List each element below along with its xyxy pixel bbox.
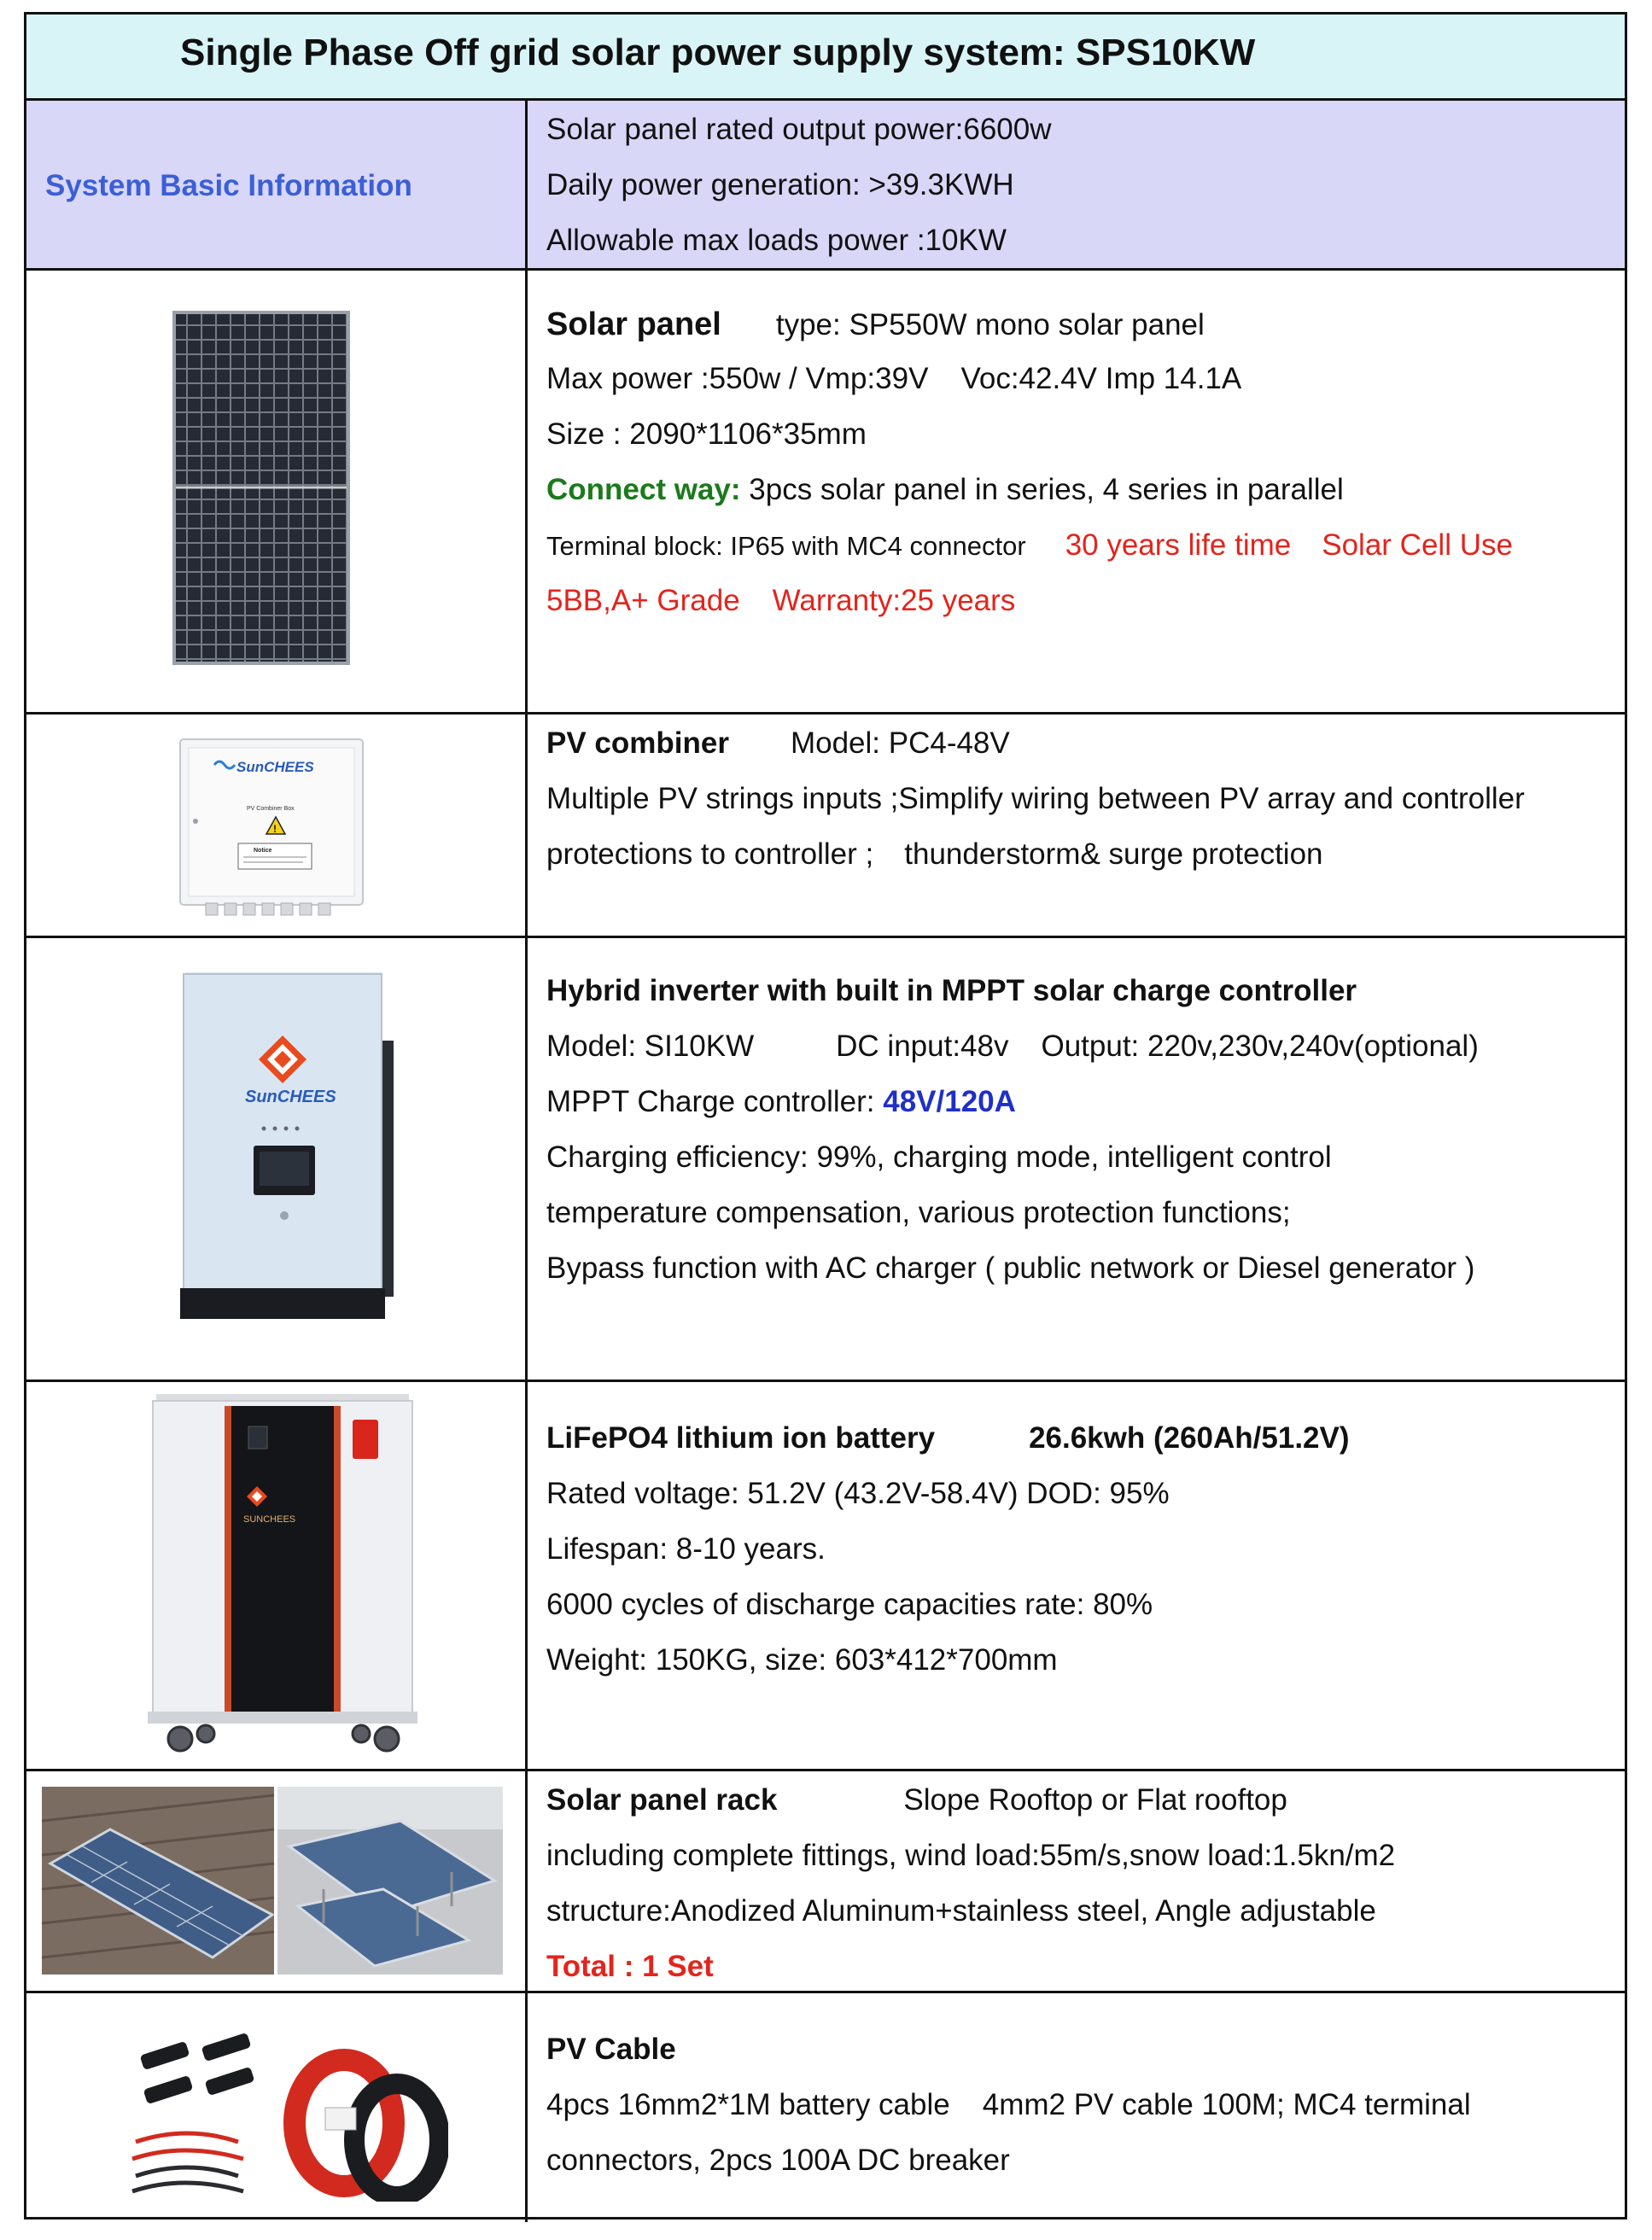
battery-cycles-text: 6000 cycles of discharge capacities rate: 80% (546, 1588, 1153, 1621)
solar-panel-max-power: Max power :550w / Vmp:39V (546, 362, 929, 395)
combiner-brand-text: SunCHEES (236, 759, 314, 775)
inverter-heading: Hybrid inverter with built in MPPT solar charge controller (546, 974, 1357, 1007)
life-time-text: 30 years life time (1065, 528, 1292, 562)
solar-cell-text: Solar Cell Use (1322, 528, 1513, 562)
battery-heading: LiFePO4 lithium ion battery (546, 1421, 936, 1455)
pv-combiner-image-cell (26, 715, 528, 936)
solar-panel-size: Size : 2090*1106*35mm (546, 417, 867, 451)
pv-combiner-image (177, 736, 370, 917)
solar-rack-image (42, 1787, 503, 1975)
connectors-text: connectors, 2pcs 100A DC breaker (546, 2144, 1010, 2177)
svg-text:!: ! (273, 823, 277, 835)
system-basic-info-row (26, 101, 1625, 271)
solar-panel-details (528, 271, 1625, 712)
solar-panel-row (26, 271, 1625, 715)
protections-text: protections to controller ; (546, 837, 874, 871)
cable-image-cell (26, 1993, 528, 2222)
hybrid-inverter-row (26, 938, 1625, 1382)
battery-heading-line (546, 1421, 1350, 1455)
combiner-box-label: PV Combiner Box (247, 806, 295, 812)
inverter-dc-input: DC input:48v (836, 1030, 1009, 1063)
pv-combiner-heading-line (546, 726, 1010, 761)
rack-heading: Solar panel rack (546, 1783, 778, 1817)
solar-panel-power-line (546, 362, 1241, 396)
system-basic-info-label: System Basic Information (45, 169, 412, 202)
solar-panel-voc: Voc:42.4V Imp 14.1A (960, 362, 1242, 395)
solar-rack-row (26, 1771, 1625, 1993)
battery-brand-text: SUNCHEES (243, 1514, 296, 1525)
grade-text: 5BB,A+ Grade (546, 584, 740, 617)
inverter-output: Output: 220v,230v,240v(optional) (1041, 1030, 1479, 1063)
pv-combiner-protection-line (546, 837, 1323, 872)
rack-details (528, 1771, 1625, 1991)
rack-image-cell (26, 1771, 528, 1991)
hybrid-inverter-image (155, 972, 411, 1334)
solar-panel-image (172, 311, 350, 665)
max-loads-text: Allowable max loads power :10KW (546, 224, 1007, 257)
mppt-line (546, 1085, 1016, 1119)
inverter-image-cell (26, 938, 528, 1380)
info-label-cell (26, 101, 528, 268)
pv-cable-image (115, 2031, 448, 2202)
cable-heading: PV Cable (546, 2033, 676, 2066)
battery-details (528, 1382, 1625, 1769)
solar-panel-connect-line (546, 473, 1344, 507)
battery-cable-text: 4pcs 16mm2*1M battery cable (546, 2088, 950, 2121)
solar-panel-heading-line (546, 306, 1205, 343)
charging-efficiency-text: Charging efficiency: 99%, charging mode, intelligent control (546, 1140, 1332, 1174)
pv-combiner-heading: PV combiner (546, 726, 729, 760)
solar-panel-image-cell (26, 271, 528, 712)
rack-fittings-text: including complete fittings, wind load:55m/s,snow load:1.5kn/m2 (546, 1839, 1396, 1872)
warranty-text: Warranty:25 years (772, 584, 1016, 617)
pv-combiner-details (528, 715, 1625, 936)
battery-voltage-text: Rated voltage: 51.2V (43.2V-58.4V) DOD: 95% (546, 1477, 1170, 1510)
rack-heading-line (546, 1783, 1287, 1817)
info-value-cell (528, 101, 1625, 268)
pv-combiner-model: Model: PC4-48V (790, 726, 1010, 760)
cable-line-2 (546, 2088, 1471, 2122)
thunderstorm-text: thunderstorm& surge protection (904, 837, 1323, 871)
combiner-notice-text: Notice (254, 848, 272, 854)
daily-generation-text: Daily power generation: >39.3KWH (546, 168, 1014, 201)
pv-cable-text: 4mm2 PV cable 100M; MC4 terminal (982, 2088, 1471, 2121)
inverter-model-line (546, 1030, 1479, 1064)
battery-capacity: 26.6kwh (260Ah/51.2V) (1029, 1421, 1350, 1455)
terminal-block-text: Terminal block: IP65 with MC4 connector (546, 531, 1026, 561)
solar-panel-type: type: SP550W mono solar panel (775, 308, 1205, 341)
solar-panel-grade-line (546, 584, 1015, 618)
battery-image (129, 1394, 436, 1761)
inverter-brand-text: SunCHEES (245, 1088, 336, 1106)
pv-combiner-description: Multiple PV strings inputs ;Simplify wiring between PV array and controller (546, 782, 1525, 815)
page-title: Single Phase Off grid solar power supply system: SPS10KW (180, 32, 1256, 73)
connect-way-value: 3pcs solar panel in series, 4 series in parallel (749, 473, 1344, 506)
battery-image-cell (26, 1382, 528, 1769)
solar-panel-heading: Solar panel (546, 306, 721, 342)
rack-type: Slope Rooftop or Flat rooftop (903, 1783, 1287, 1817)
pv-cable-row (26, 1993, 1625, 2222)
rated-output-text: Solar panel rated output power:6600w (546, 113, 1052, 146)
inverter-details (528, 938, 1625, 1380)
inverter-model: Model: SI10KW (546, 1030, 755, 1063)
mppt-label: MPPT Charge controller: (546, 1085, 875, 1118)
title-row (26, 15, 1625, 101)
battery-weight-text: Weight: 150KG, size: 603*412*700mm (546, 1643, 1058, 1677)
connect-way-label: Connect way: (546, 473, 741, 506)
solar-panel-terminal-line (546, 528, 1513, 563)
battery-lifespan-text: Lifespan: 8-10 years. (546, 1532, 826, 1566)
cable-details (528, 1993, 1625, 2222)
temperature-compensation-text: temperature compensation, various protection functions; (546, 1196, 1291, 1229)
bypass-function-text: Bypass function with AC charger ( public network or Diesel generator ) (546, 1251, 1475, 1285)
rack-total-text: Total : 1 Set (546, 1950, 714, 1983)
spec-table (24, 12, 1627, 2220)
rack-structure-text: structure:Anodized Aluminum+stainless steel, Angle adjustable (546, 1894, 1376, 1928)
mppt-value: 48V/120A (883, 1085, 1016, 1118)
battery-row (26, 1382, 1625, 1771)
pv-combiner-row (26, 715, 1625, 938)
